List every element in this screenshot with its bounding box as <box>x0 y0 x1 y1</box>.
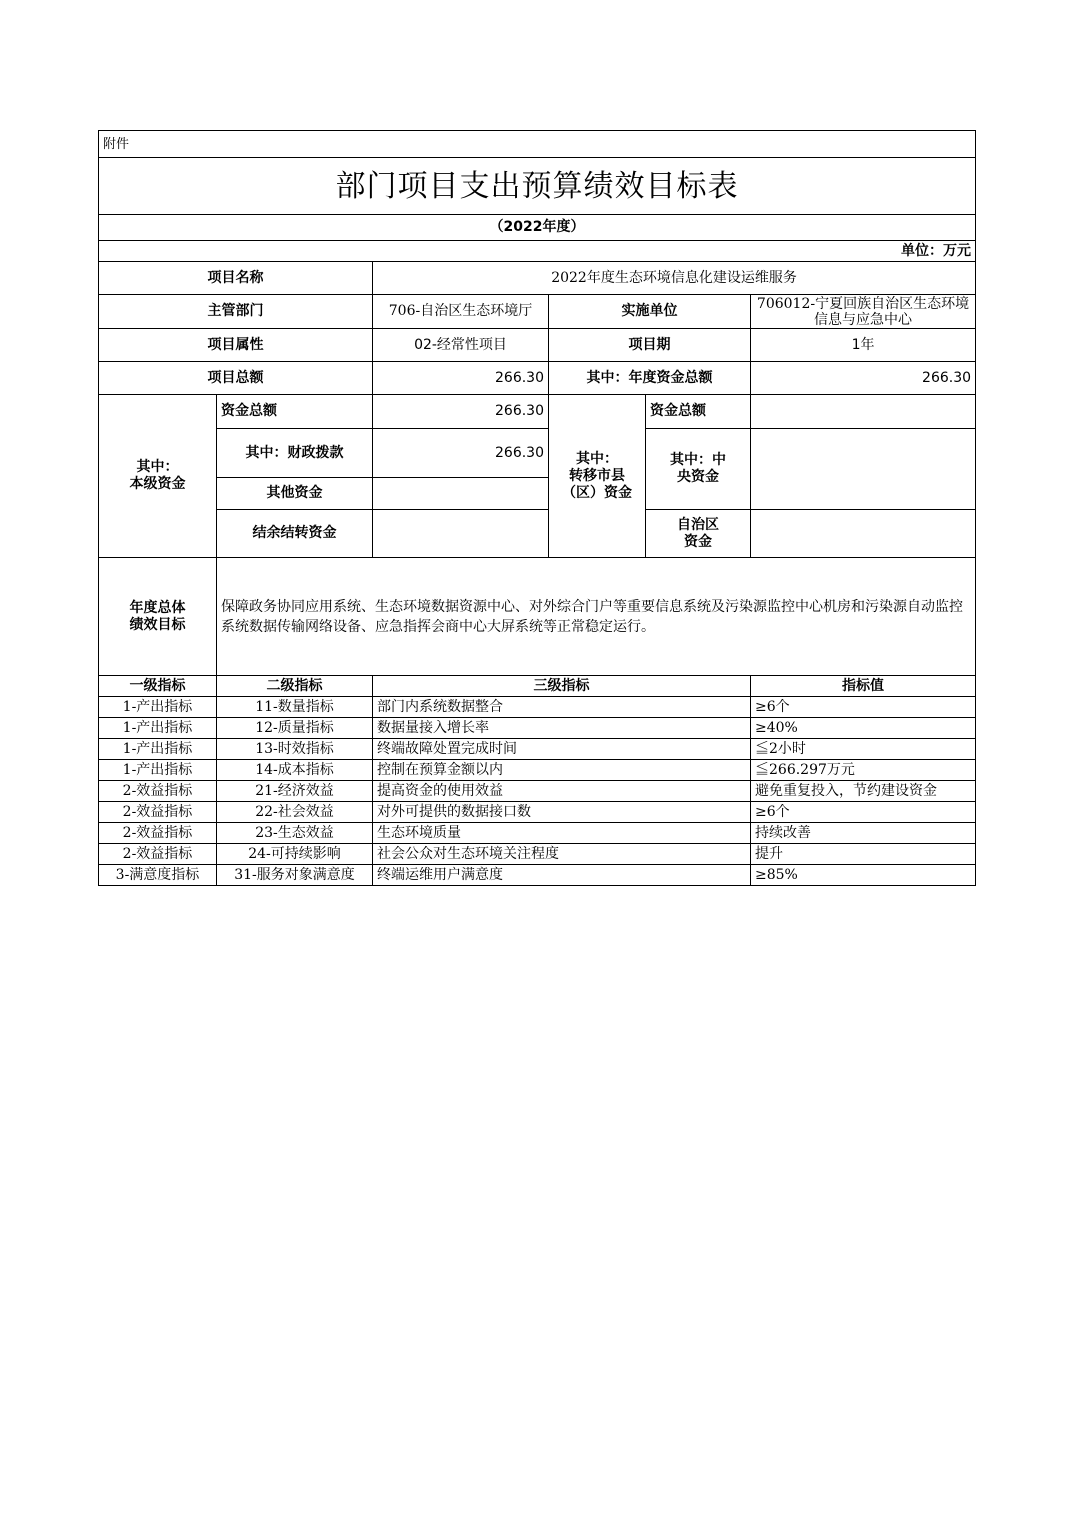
performance-target-sheet <box>98 130 975 886</box>
indicator-row <box>99 697 976 718</box>
project-attr-value: 02-经常性项目 <box>373 329 549 362</box>
budget-table <box>98 130 976 886</box>
indicator-value: 提升 <box>751 844 976 865</box>
other-funds-label: 其他资金 <box>217 478 373 510</box>
annual-total-value: 266.30 <box>751 362 976 395</box>
indicator-level1: 1-产出指标 <box>99 760 217 781</box>
indicator-value: 避免重复投入，节约建设资金 <box>751 781 976 802</box>
indicator-level3: 生态环境质量 <box>373 823 751 844</box>
indicator-level2: 23-生态效益 <box>217 823 373 844</box>
indicator-level3: 部门内系统数据整合 <box>373 697 751 718</box>
indicator-level3: 数据量接入增长率 <box>373 718 751 739</box>
fiscal-label: 其中：财政拨款 <box>217 429 373 478</box>
carryover-label: 结余结转资金 <box>217 510 373 558</box>
indicator-level1: 3-满意度指标 <box>99 865 217 886</box>
indicator-level1: 1-产出指标 <box>99 718 217 739</box>
indicator-value: ≥85% <box>751 865 976 886</box>
indicator-level1: 2-效益指标 <box>99 844 217 865</box>
goal-text: 保障政务协同应用系统、生态环境数据资源中心、对外综合门户等重要信息系统及污染源监控中心机房和污染源自动监控系统数据传输网络设备、应急指挥会商中心大屏系统等正常稳定运行。 <box>217 558 976 676</box>
indicator-header-value: 指标值 <box>751 676 976 697</box>
indicator-value: ≥6个 <box>751 697 976 718</box>
indicator-row <box>99 781 976 802</box>
project-total-value: 266.30 <box>373 362 549 395</box>
project-attr-label: 项目属性 <box>99 329 373 362</box>
indicator-header-row <box>99 676 976 697</box>
project-total-label: 项目总额 <box>99 362 373 395</box>
indicator-header-level3: 三级指标 <box>373 676 751 697</box>
indicator-level1: 1-产出指标 <box>99 697 217 718</box>
indicator-row <box>99 760 976 781</box>
page-title: 部门项目支出预算绩效目标表 <box>99 158 976 215</box>
carryover-value <box>373 510 549 558</box>
indicator-level2: 13-时效指标 <box>217 739 373 760</box>
indicator-level1: 2-效益指标 <box>99 823 217 844</box>
indicator-row <box>99 739 976 760</box>
indicator-level2: 31-服务对象满意度 <box>217 865 373 886</box>
indicator-header-level2: 二级指标 <box>217 676 373 697</box>
indicator-row <box>99 802 976 823</box>
indicator-row <box>99 865 976 886</box>
indicator-level3: 终端运维用户满意度 <box>373 865 751 886</box>
local-funds-label: 其中： 本级资金 <box>99 395 217 558</box>
indicator-row <box>99 718 976 739</box>
indicator-level2: 24-可持续影响 <box>217 844 373 865</box>
dept-value: 706-自治区生态环境厅 <box>373 295 549 329</box>
indicator-level2: 11-数量指标 <box>217 697 373 718</box>
project-period-value: 1年 <box>751 329 976 362</box>
transfer-total-label: 资金总额 <box>646 395 751 429</box>
impl-unit-value: 706012-宁夏回族自治区生态环境信息与应急中心 <box>751 295 976 329</box>
indicator-level2: 14-成本指标 <box>217 760 373 781</box>
transfer-funds-label: 其中： 转移市县 （区）资金 <box>549 395 646 558</box>
indicator-level3: 控制在预算金额以内 <box>373 760 751 781</box>
indicator-row <box>99 823 976 844</box>
indicator-level1: 2-效益指标 <box>99 802 217 823</box>
local-total-value: 266.30 <box>373 395 549 429</box>
indicator-value: 持续改善 <box>751 823 976 844</box>
impl-unit-label: 实施单位 <box>549 295 751 329</box>
project-name-label: 项目名称 <box>99 262 373 295</box>
goal-label: 年度总体 绩效目标 <box>99 558 217 676</box>
annual-total-label: 其中：年度资金总额 <box>549 362 751 395</box>
indicator-row <box>99 844 976 865</box>
unit-label: 单位：万元 <box>99 241 976 262</box>
project-period-label: 项目期 <box>549 329 751 362</box>
indicator-value: ≦2小时 <box>751 739 976 760</box>
indicator-level3: 对外可提供的数据接口数 <box>373 802 751 823</box>
central-funds-label: 其中：中 央资金 <box>646 429 751 510</box>
local-total-label: 资金总额 <box>217 395 373 429</box>
indicator-level3: 终端故障处置完成时间 <box>373 739 751 760</box>
indicator-value: ≥6个 <box>751 802 976 823</box>
indicator-level2: 12-质量指标 <box>217 718 373 739</box>
indicator-level2: 21-经济效益 <box>217 781 373 802</box>
transfer-total-value <box>751 395 976 429</box>
region-funds-label: 自治区 资金 <box>646 510 751 558</box>
indicator-level2: 22-社会效益 <box>217 802 373 823</box>
indicator-level3: 社会公众对生态环境关注程度 <box>373 844 751 865</box>
project-name-value: 2022年度生态环境信息化建设运维服务 <box>373 262 976 295</box>
indicator-level1: 2-效益指标 <box>99 781 217 802</box>
indicator-value: ≦266.297万元 <box>751 760 976 781</box>
indicator-header-level1: 一级指标 <box>99 676 217 697</box>
region-funds-value <box>751 510 976 558</box>
fiscal-value: 266.30 <box>373 429 549 478</box>
dept-label: 主管部门 <box>99 295 373 329</box>
indicator-level3: 提高资金的使用效益 <box>373 781 751 802</box>
attachment-label: 附件 <box>99 131 976 158</box>
indicator-level1: 1-产出指标 <box>99 739 217 760</box>
central-funds-value <box>751 429 976 510</box>
year-label: （2022年度） <box>99 215 976 241</box>
other-funds-value <box>373 478 549 510</box>
indicator-value: ≥40% <box>751 718 976 739</box>
